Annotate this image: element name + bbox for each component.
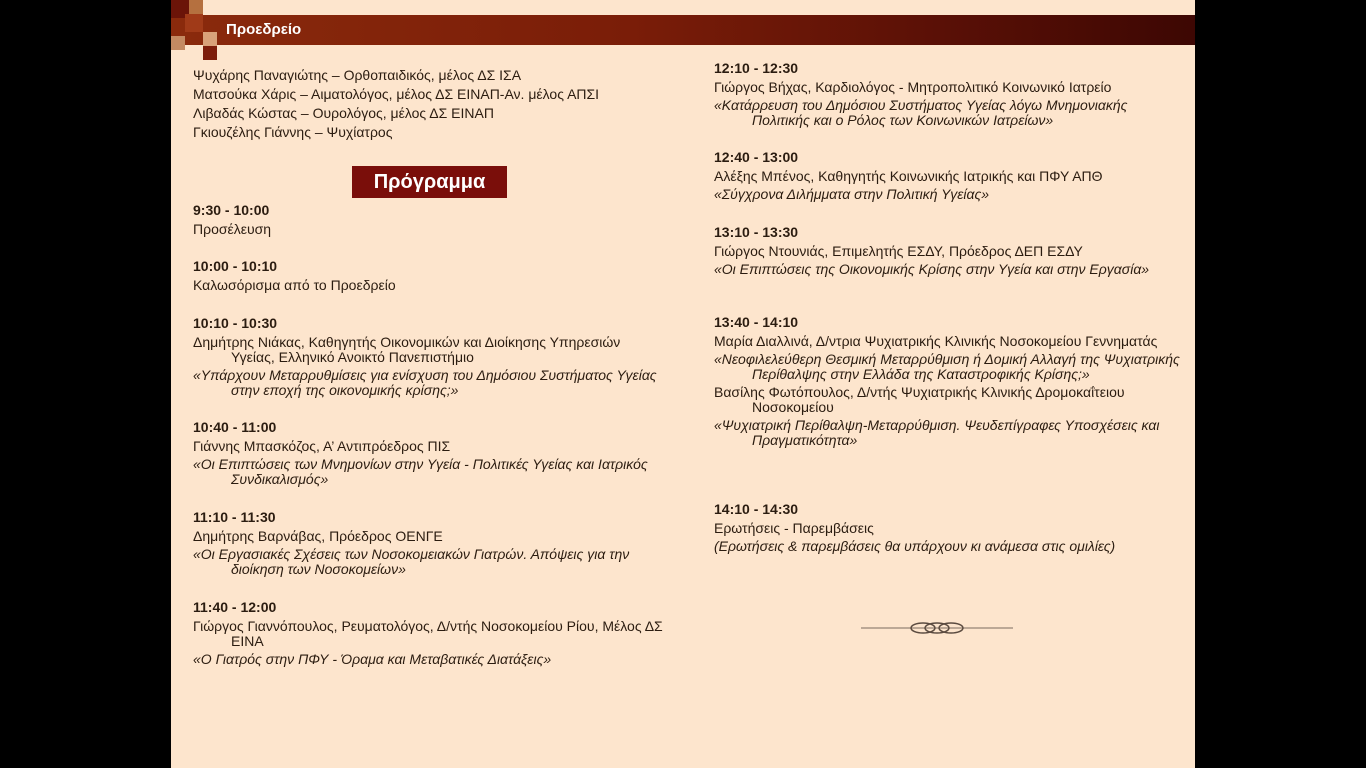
speaker: Γιώργος Βήχας, Καρδιολόγος - Μητροπολιτικό Κοινωνικό Ιατρείο — [714, 79, 1112, 95]
talk-title: «Οι Εργασιακές Σχέσεις των Νοσοκομειακών Γιατρών. Απόψεις για την διοίκηση των Νοσοκομείων» — [193, 546, 630, 577]
decor-square — [189, 0, 203, 14]
slot-time: 13:40 - 14:10 — [714, 314, 799, 330]
program-slot — [714, 313, 1184, 448]
decor-square — [171, 36, 185, 50]
program-slot — [714, 223, 1184, 277]
slot-time: 13:10 - 13:30 — [714, 224, 799, 240]
talk-title: «Ο Γιατρός στην ΠΦΥ - Όραμα και Μεταβατικές Διατάξεις» — [193, 651, 552, 667]
talk-title: «Σύγχρονα Διλήμματα στην Πολιτική Υγείας» — [714, 186, 990, 202]
slot-time: 11:10 - 11:30 — [193, 509, 276, 525]
program-slot — [193, 257, 663, 293]
program-slot — [193, 201, 663, 237]
program-slot — [193, 598, 663, 667]
slot-time: 12:10 - 12:30 — [714, 60, 799, 76]
slot-text: Καλωσόρισμα από το Προεδρείο — [193, 277, 396, 293]
decor-square — [185, 14, 203, 32]
speaker: Δημήτρης Βαρνάβας, Πρόεδρος ΟΕΝΓΕ — [193, 528, 443, 544]
header-bar — [171, 15, 1195, 45]
slot-text: Προσέλευση — [193, 221, 272, 237]
slot-time: 10:10 - 10:30 — [193, 315, 278, 331]
committee-member: Γκιουζέλης Γιάννης – Ψυχίατρος — [193, 124, 393, 140]
program-slot — [193, 508, 663, 577]
committee-list — [193, 66, 599, 142]
slot-time: 9:30 - 10:00 — [193, 202, 270, 218]
decor-square — [203, 46, 217, 60]
program-title: Πρόγραμμα — [352, 166, 507, 198]
program-slot — [193, 314, 663, 398]
slot-time: 10:00 - 10:10 — [193, 258, 278, 274]
slot-time: 14:10 - 14:30 — [714, 501, 799, 517]
program-slot — [714, 59, 1184, 128]
program-slot — [714, 148, 1184, 202]
header-title: Προεδρείο — [226, 21, 302, 38]
talk-title: «Υπάρχουν Μεταρρυθμίσεις για ενίσχυση του Δημόσιου Συστήματος Υγείας στην εποχή της οικονομικής κρίσης;» — [193, 367, 657, 398]
slot-time: 10:40 - 11:00 — [193, 419, 277, 435]
committee-member: Ψυχάρης Παναγιώτης – Ορθοπαιδικός, μέλος ΔΣ ΙΣΑ — [193, 67, 522, 83]
speaker: Γιάννης Μπασκόζος, Α’ Αντιπρόεδρος ΠΙΣ — [193, 438, 451, 454]
talk-title: «Οι Επιπτώσεις των Μνημονίων στην Υγεία - Πολιτικές Υγείας και Ιατρικός Συνδικαλισμός» — [193, 456, 648, 487]
program-slot — [714, 500, 1184, 554]
slot-time: 12:40 - 13:00 — [714, 149, 799, 165]
committee-member: Ματσούκα Χάρις – Αιματολόγος, μέλος ΔΣ ΕΙΝΑΠ-Αν. μέλος ΑΠΣΙ — [193, 86, 600, 102]
program-slot — [193, 418, 663, 487]
speaker: Βασίλης Φωτόπουλος, Δ/ντής Ψυχιατρικής Κλινικής Δρομοκαΐτειου Νοσοκομείου — [714, 384, 1125, 415]
talk-title: «Κατάρρευση του Δημόσιου Συστήματος Υγείας λόγω Μνημονιακής Πολιτικής και ο Ρόλος των Κοινωνικών Ιατρείων» — [714, 97, 1128, 128]
ornament-divider — [861, 618, 1013, 638]
talk-title: «Οι Επιπτώσεις της Οικονομικής Κρίσης στην Υγεία και στην Εργασία» — [714, 261, 1150, 277]
talk-title: «Ψυχιατρική Περίθαλψη-Μεταρρύθμιση. Ψευδεπίγραφες Υποσχέσεις και Πραγματικότητα» — [714, 417, 1160, 448]
speaker: Μαρία Διαλλινά, Δ/ντρια Ψυχιατρικής Κλινικής Νοσοκομείου Γεννηματάς — [714, 333, 1158, 349]
slot-time: 11:40 - 12:00 — [193, 599, 277, 615]
decor-square — [203, 32, 217, 46]
slide — [171, 0, 1195, 768]
speaker: Γιώργος Γιαννόπουλος, Ρευματολόγος, Δ/ντής Νοσοκομείου Ρίου, Μέλος ΔΣ ΕΙΝΑ — [193, 618, 663, 649]
speaker: Δημήτρης Νιάκας, Καθηγητής Οικονομικών και Διοίκησης Υπηρεσιών Υγείας, Ελληνικό Ανοικτό Πανεπιστήμιο — [193, 334, 621, 365]
slot-note: (Ερωτήσεις & παρεμβάσεις θα υπάρχουν κι ανάμεσα στις ομιλίες) — [714, 538, 1116, 554]
speaker: Γιώργος Ντουνιάς, Επιμελητής ΕΣΔΥ, Πρόεδρος ΔΕΠ ΕΣΔΥ — [714, 243, 1083, 259]
slot-text: Ερωτήσεις - Παρεμβάσεις — [714, 520, 874, 536]
talk-title: «Νεοφιλελεύθερη Θεσμική Μεταρρύθμιση ή Δομική Αλλαγή της Ψυχιατρικής Περίθαλψης στην Ελλάδα της Καταστροφικής Κρίσης;» — [714, 351, 1180, 382]
speaker: Αλέξης Μπένος, Καθηγητής Κοινωνικής Ιατρικής και ΠΦΥ ΑΠΘ — [714, 168, 1103, 184]
committee-member: Λιβαδάς Κώστας – Ουρολόγος, μέλος ΔΣ ΕΙΝΑΠ — [193, 105, 494, 121]
